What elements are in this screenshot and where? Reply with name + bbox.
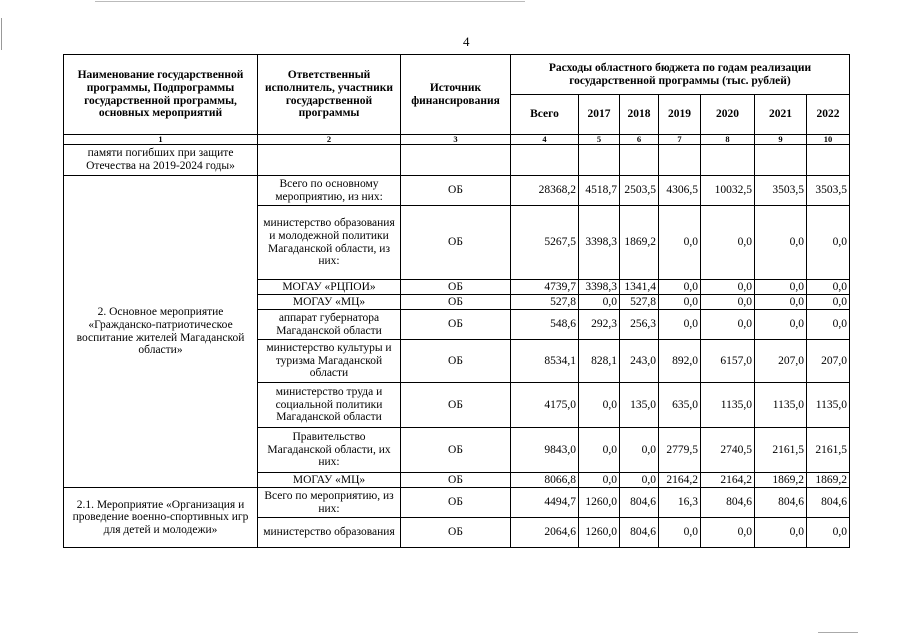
value-cell: 0,0 xyxy=(755,310,807,340)
value-cell: 4306,5 xyxy=(659,176,701,206)
value-cell: 3398,3 xyxy=(579,206,620,280)
value-cell: 2164,2 xyxy=(701,473,755,488)
responsible-cell: министерство труда и социальной политики Магаданской области xyxy=(258,383,401,428)
source-cell: ОБ xyxy=(401,428,511,473)
responsible-cell: аппарат губернатора Магаданской области xyxy=(258,310,401,340)
value-cell: 0,0 xyxy=(701,295,755,310)
table-row xyxy=(64,176,850,206)
value-cell: 892,0 xyxy=(659,340,701,383)
value-cell: 828,1 xyxy=(579,340,620,383)
responsible-cell: Всего по мероприятию, из них: xyxy=(258,488,401,518)
value-cell: 0,0 xyxy=(755,518,807,548)
responsible-cell: министерство образования и молодежной политики Магаданской области, из них: xyxy=(258,206,401,280)
value-cell: 0,0 xyxy=(755,206,807,280)
value-cell: 6157,0 xyxy=(701,340,755,383)
value-cell: 2064,6 xyxy=(511,518,579,548)
value-cell: 2779,5 xyxy=(659,428,701,473)
value-cell: 1869,2 xyxy=(755,473,807,488)
value-cell: 3503,5 xyxy=(755,176,807,206)
value-cell: 0,0 xyxy=(807,310,850,340)
header-year: 2018 xyxy=(620,95,659,135)
value-cell: 1341,4 xyxy=(620,280,659,295)
responsible-cell: Правительство Магаданской области, их них: xyxy=(258,428,401,473)
source-cell: ОБ xyxy=(401,383,511,428)
value-cell: 3398,3 xyxy=(579,280,620,295)
value-cell: 10032,5 xyxy=(701,176,755,206)
value-cell: 0,0 xyxy=(807,206,850,280)
value-cell: 4494,7 xyxy=(511,488,579,518)
value-cell: 4518,7 xyxy=(579,176,620,206)
header-year: 2020 xyxy=(701,95,755,135)
value-cell: 207,0 xyxy=(755,340,807,383)
value-cell: 8066,8 xyxy=(511,473,579,488)
block2-name: 2.1. Мероприятие «Организация и проведение военно-спортивных игр для детей и молодежи» xyxy=(64,488,258,548)
value-cell: 256,3 xyxy=(620,310,659,340)
value-cell: 2161,5 xyxy=(807,428,850,473)
value-cell: 5267,5 xyxy=(511,206,579,280)
header-responsible: Ответственный исполнитель, участники государственной программы xyxy=(258,55,401,135)
value-cell: 4175,0 xyxy=(511,383,579,428)
value-cell: 16,3 xyxy=(659,488,701,518)
value-cell: 0,0 xyxy=(579,473,620,488)
value-cell: 1135,0 xyxy=(701,383,755,428)
responsible-cell: министерство культуры и туризма Магаданской области xyxy=(258,340,401,383)
value-cell: 804,6 xyxy=(620,518,659,548)
value-cell: 0,0 xyxy=(579,295,620,310)
value-cell: 0,0 xyxy=(807,295,850,310)
value-cell: 243,0 xyxy=(620,340,659,383)
value-cell: 0,0 xyxy=(701,206,755,280)
header-source: Источник финансирования xyxy=(401,55,511,135)
column-number-row xyxy=(64,135,850,145)
header-year: 2021 xyxy=(755,95,807,135)
value-cell: 527,8 xyxy=(620,295,659,310)
value-cell: 0,0 xyxy=(807,280,850,295)
header-row-1 xyxy=(64,55,850,95)
value-cell: 3503,5 xyxy=(807,176,850,206)
scan-artifact-left xyxy=(1,18,2,50)
responsible-cell: МОГАУ «МЦ» xyxy=(258,473,401,488)
column-number: 2 xyxy=(258,135,401,145)
source-cell: ОБ xyxy=(401,473,511,488)
responsible-cell: Всего по основному мероприятию, из них: xyxy=(258,176,401,206)
value-cell: 8534,1 xyxy=(511,340,579,383)
responsible-cell: МОГАУ «РЦПОИ» xyxy=(258,280,401,295)
value-cell: 0,0 xyxy=(701,518,755,548)
value-cell: 0,0 xyxy=(807,518,850,548)
source-cell: ОБ xyxy=(401,206,511,280)
value-cell: 0,0 xyxy=(659,206,701,280)
value-cell: 0,0 xyxy=(659,295,701,310)
value-cell: 804,6 xyxy=(701,488,755,518)
value-cell: 1135,0 xyxy=(755,383,807,428)
value-cell: 0,0 xyxy=(659,518,701,548)
column-number: 7 xyxy=(659,135,701,145)
block1-name: 2. Основное мероприятие «Гражданско-патриотическое воспитание жителей Магаданской области» xyxy=(64,176,258,488)
value-cell: 1260,0 xyxy=(579,518,620,548)
value-cell: 804,6 xyxy=(620,488,659,518)
value-cell: 0,0 xyxy=(659,280,701,295)
column-number: 4 xyxy=(511,135,579,145)
header-expenses: Расходы областного бюджета по годам реализации государственной программы (тыс. рублей) xyxy=(511,55,850,95)
column-number: 5 xyxy=(579,135,620,145)
source-cell: ОБ xyxy=(401,518,511,548)
column-number: 9 xyxy=(755,135,807,145)
value-cell: 1135,0 xyxy=(807,383,850,428)
budget-table xyxy=(63,54,850,548)
value-cell: 292,3 xyxy=(579,310,620,340)
responsible-cell: МОГАУ «МЦ» xyxy=(258,295,401,310)
value-cell: 0,0 xyxy=(620,473,659,488)
column-number: 3 xyxy=(401,135,511,145)
column-number: 6 xyxy=(620,135,659,145)
value-cell: 207,0 xyxy=(807,340,850,383)
value-cell: 2503,5 xyxy=(620,176,659,206)
value-cell: 0,0 xyxy=(620,428,659,473)
value-cell: 9843,0 xyxy=(511,428,579,473)
value-cell: 2740,5 xyxy=(701,428,755,473)
value-cell: 804,6 xyxy=(755,488,807,518)
source-cell: ОБ xyxy=(401,310,511,340)
value-cell: 527,8 xyxy=(511,295,579,310)
value-cell: 635,0 xyxy=(659,383,701,428)
column-number: 1 xyxy=(64,135,258,145)
source-cell: ОБ xyxy=(401,176,511,206)
continuation-row xyxy=(64,145,850,176)
value-cell: 0,0 xyxy=(701,310,755,340)
header-year: 2022 xyxy=(807,95,850,135)
value-cell: 0,0 xyxy=(579,383,620,428)
value-cell: 0,0 xyxy=(659,310,701,340)
source-cell: ОБ xyxy=(401,488,511,518)
value-cell: 0,0 xyxy=(755,295,807,310)
value-cell: 0,0 xyxy=(701,280,755,295)
value-cell: 2164,2 xyxy=(659,473,701,488)
value-cell: 0,0 xyxy=(579,428,620,473)
value-cell: 4739,7 xyxy=(511,280,579,295)
column-number: 10 xyxy=(807,135,850,145)
value-cell: 135,0 xyxy=(620,383,659,428)
page-number: 4 xyxy=(463,34,470,49)
value-cell: 1260,0 xyxy=(579,488,620,518)
source-cell: ОБ xyxy=(401,280,511,295)
column-number: 8 xyxy=(701,135,755,145)
header-total: Всего xyxy=(511,95,579,135)
value-cell: 28368,2 xyxy=(511,176,579,206)
value-cell: 548,6 xyxy=(511,310,579,340)
table-row xyxy=(64,488,850,518)
header-year: 2019 xyxy=(659,95,701,135)
value-cell: 2161,5 xyxy=(755,428,807,473)
source-cell: ОБ xyxy=(401,295,511,310)
continuation-name: памяти погибших при защите Отечества на 2019-2024 годы» xyxy=(64,145,258,176)
header-name: Наименование государственной программы, Подпрограммы государственной программы, основных мероприятий xyxy=(64,55,258,135)
value-cell: 0,0 xyxy=(755,280,807,295)
scan-artifact-bottom xyxy=(818,632,858,633)
responsible-cell: министерство образования xyxy=(258,518,401,548)
value-cell: 1869,2 xyxy=(807,473,850,488)
scan-artifact-top xyxy=(95,1,525,2)
value-cell: 1869,2 xyxy=(620,206,659,280)
source-cell: ОБ xyxy=(401,340,511,383)
header-year: 2017 xyxy=(579,95,620,135)
value-cell: 804,6 xyxy=(807,488,850,518)
